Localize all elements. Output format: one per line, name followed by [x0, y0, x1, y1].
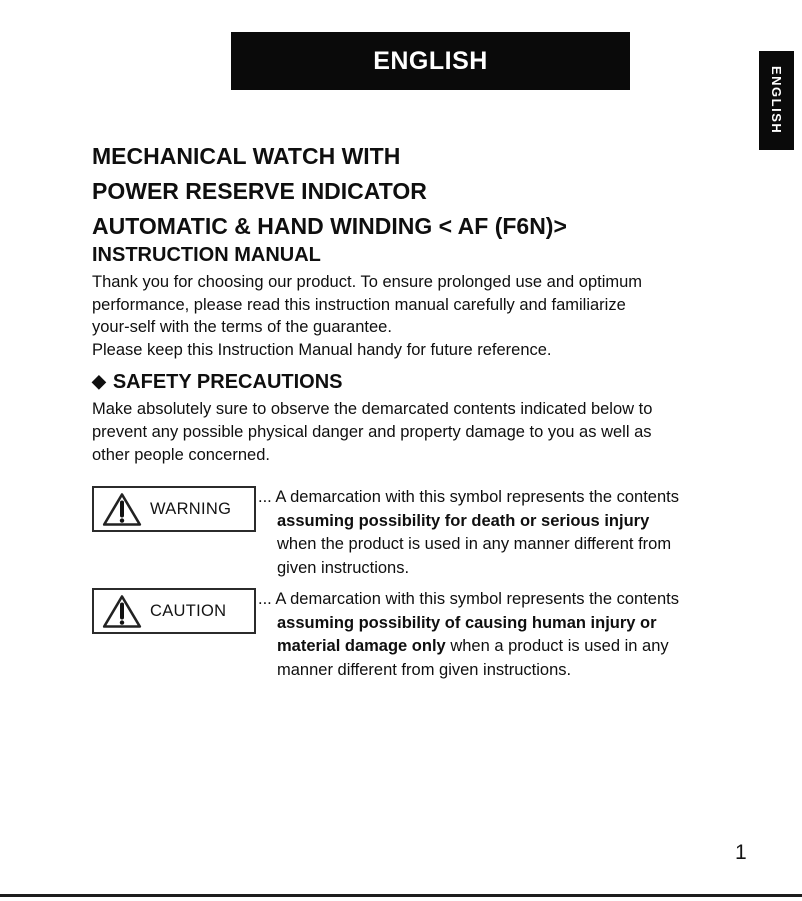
- paragraph-line: performance, please read this instruction manual carefully and familiarize: [92, 295, 626, 314]
- language-side-tab: [759, 51, 794, 150]
- safety-paragraph: [92, 398, 652, 467]
- notice-line: assuming possibility of causing human injury or: [277, 613, 657, 632]
- paragraph-line: Make absolutely sure to observe the demarcated contents indicated below to: [92, 400, 653, 418]
- notice-line: material damage only when a product is used in any: [277, 637, 669, 655]
- title-line: AUTOMATIC & HAND WINDING < AF (F6N)>: [92, 213, 567, 239]
- paragraph-line: prevent any possible physical danger and property damage to you as well as: [92, 423, 652, 441]
- instruction-manual-heading: INSTRUCTION MANUAL: [92, 244, 321, 266]
- exclamation-triangle-icon: [101, 593, 143, 630]
- notice-line: when the product is used in any manner different from: [277, 535, 672, 553]
- caution-description: [258, 588, 679, 682]
- notice-line: ... A demarcation with this symbol represents the contents: [258, 590, 679, 608]
- diamond-bullet-icon: ◆: [92, 371, 106, 391]
- notice-line: given instructions.: [277, 558, 410, 577]
- side-tab-label: ENGLISH: [769, 66, 784, 135]
- language-banner: [231, 32, 630, 90]
- bottom-rule-divider: [0, 894, 802, 897]
- paragraph-line: other people concerned.: [92, 446, 270, 464]
- notice-line: ... A demarcation with this symbol represents the contents: [258, 488, 679, 506]
- page-number: 1: [735, 841, 747, 864]
- caution-box: [92, 588, 256, 634]
- notice-line: manner different from given instructions.: [277, 660, 572, 679]
- paragraph-line: Please keep this Instruction Manual handy for future reference.: [92, 340, 552, 359]
- warning-description: [258, 486, 679, 580]
- title-line: MECHANICAL WATCH WITH: [92, 143, 401, 169]
- caution-label: CAUTION: [150, 601, 227, 620]
- title-line: POWER RESERVE INDICATOR: [92, 178, 427, 204]
- product-title: [92, 139, 567, 244]
- caution-notice-row: [92, 588, 679, 682]
- paragraph-line: your-self with the terms of the guarantee.: [92, 318, 392, 336]
- language-banner-label: ENGLISH: [373, 46, 488, 75]
- exclamation-triangle-icon: [101, 491, 143, 528]
- warning-box: [92, 486, 256, 532]
- safety-precautions-heading: [92, 371, 343, 394]
- notice-line: assuming possibility for death or serious injury: [277, 511, 650, 530]
- intro-paragraph: [92, 271, 642, 361]
- warning-label: WARNING: [150, 499, 232, 518]
- paragraph-line: Thank you for choosing our product. To ensure prolonged use and optimum: [92, 273, 643, 291]
- warning-notice-row: [92, 486, 679, 580]
- safety-heading-label: SAFETY PRECAUTIONS: [112, 371, 343, 393]
